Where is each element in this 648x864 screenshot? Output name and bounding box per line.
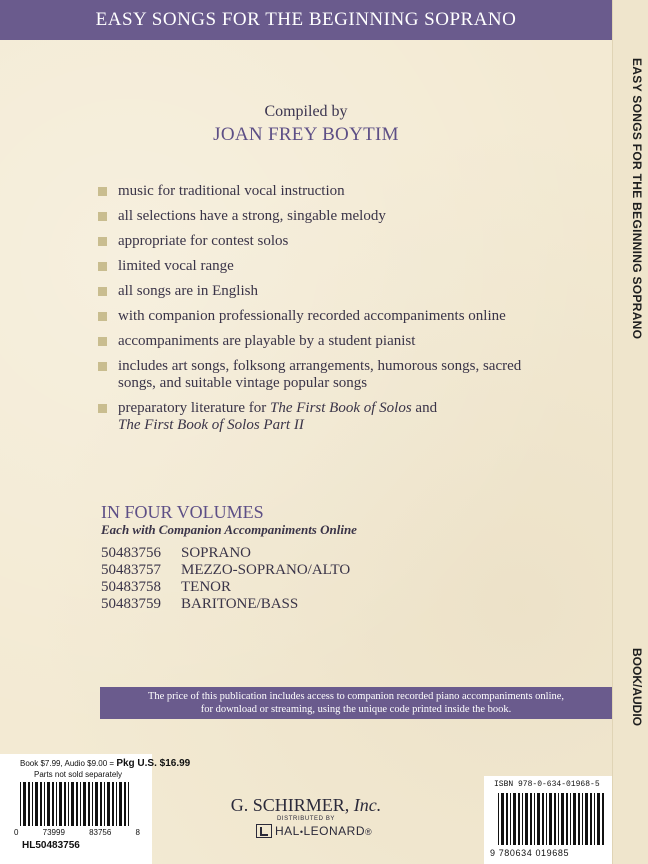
isbn-number: ISBN 978-0-634-01968-5 [494,780,600,789]
square-bullet-icon [98,187,107,196]
compiled-by: Compiled by [264,103,348,120]
online-access-notice: The price of this publication includes access to companion recorded piano accompaniments online, for download or streaming, using the unique code printed inside the book. [100,687,612,719]
isbn-sticker [484,776,612,864]
volume-voice: TENOR [181,579,231,595]
feature-item: accompaniments are playable by a student pianist [98,333,598,350]
square-bullet-icon [98,262,107,271]
book-reference: The First Book of Solos [270,400,412,416]
feature-item: music for traditional vocal instruction [98,183,598,200]
book-title: EASY SONGS FOR THE BEGINNING SOPRANO [95,9,517,30]
volume-number: 50483757 [101,562,161,578]
square-bullet-icon [98,287,107,296]
feature-item: appropriate for contest solos [98,233,598,250]
volumes-subheading: Each with Companion Accompaniments Online [101,522,357,537]
feature-item: limited vocal range [98,258,598,275]
header-band [0,0,612,40]
hal-leonard-mark-icon [256,824,272,838]
feature-item: all selections have a strong, singable melody [98,208,598,225]
ean-digits: 9 780634 019685 [490,848,570,858]
volume-row [101,545,350,562]
book-reference: The First Book of Solos Part II [118,417,304,433]
product-code: HL50483756 [22,840,80,851]
volume-row [101,596,350,613]
price-line: Book $7.99, Audio $9.00 = Pkg U.S. $16.99 [20,758,191,769]
upc-digits: 0 73999 83756 8 [14,828,140,837]
feature-item-prep: preparatory literature for The First Book of Solos and The First Book of Solos Part II [98,400,598,434]
editor-name: JOAN FREY BOYTIM [213,124,399,145]
package-price: Pkg U.S. $16.99 [116,758,191,769]
volume-number: 50483756 [101,545,161,561]
feature-item: with companion professionally recorded accompaniments online [98,308,598,325]
volume-list [101,545,350,613]
volume-voice: MEZZO-SOPRANO/ALTO [181,562,351,578]
feature-item: includes art songs, folksong arrangements, humorous songs, sacred songs, and suitable vintage popular songs [98,358,538,392]
parts-note: Parts not sold separately [34,770,123,779]
volume-row [101,562,350,579]
spine-format: BOOK/AUDIO [630,648,644,726]
ean-barcode [498,793,604,845]
square-bullet-icon [98,404,107,413]
publisher-name: G. SCHIRMER, Inc. [230,795,382,815]
volume-voice: SOPRANO [181,545,252,561]
distributed-by: DISTRIBUTED BY [276,816,336,822]
volume-number: 50483758 [101,579,161,595]
volumes-heading: IN FOUR VOLUMES [101,502,264,522]
volume-row [101,579,350,596]
square-bullet-icon [98,212,107,221]
feature-item: all songs are in English [98,283,598,300]
volume-number: 50483759 [101,596,161,612]
spine-title: EASY SONGS FOR THE BEGINNING SOPRANO [630,58,644,340]
volume-voice: BARITONE/BASS [181,596,299,612]
square-bullet-icon [98,237,107,246]
square-bullet-icon [98,337,107,346]
hal-leonard-logo: HAL•LEONARD® [256,823,372,839]
square-bullet-icon [98,312,107,321]
square-bullet-icon [98,362,107,371]
feature-list [98,183,598,442]
